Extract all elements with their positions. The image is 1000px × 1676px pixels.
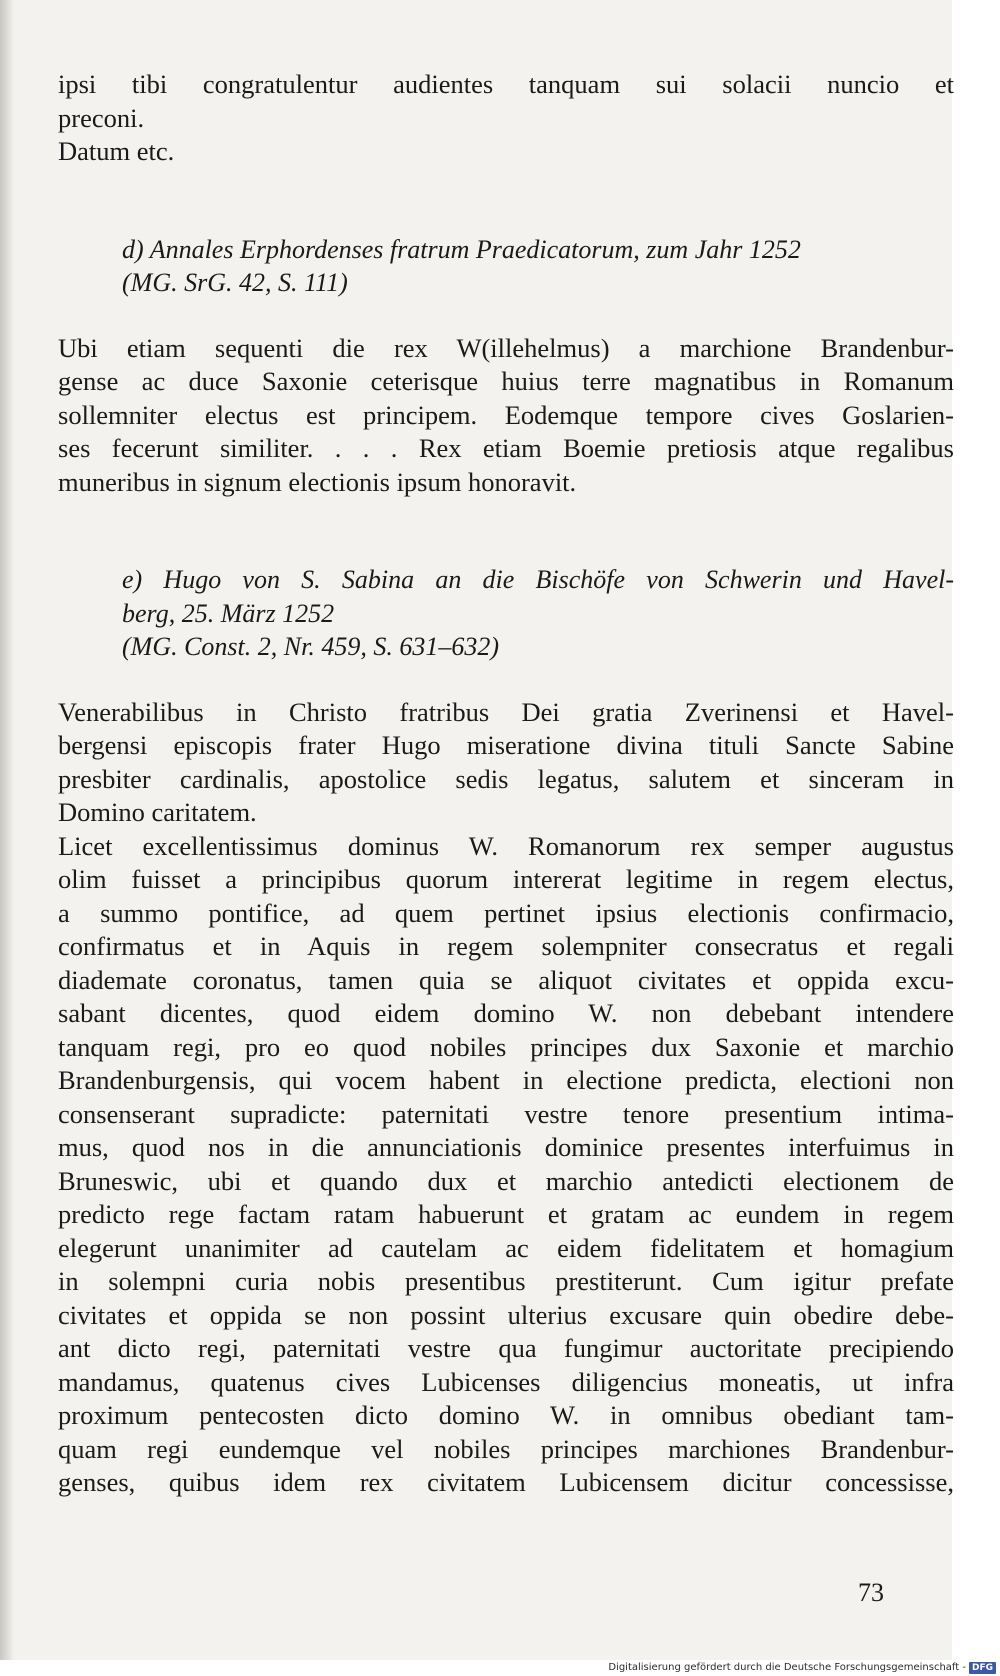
text-line: ant dicto regi, paternitati vestre qua fungimur auctoritate precipiendo: [58, 1333, 954, 1363]
heading-line: d) Annales Erphordenses fratrum Praedicatorum, zum Jahr 1252: [122, 234, 801, 264]
text-line: tanquam regi, pro eo quod nobiles principes dux Saxonie et marchio: [58, 1031, 954, 1062]
page-text: [58, 68, 954, 1500]
text-line: Datum etc.: [58, 136, 175, 166]
text-line: Brandenburgensis, qui vocem habent in electione predicta, electioni non: [58, 1065, 954, 1095]
section-e-heading: [58, 563, 954, 664]
dfg-logo-icon: DFG: [969, 1662, 996, 1674]
text-line: civitates et oppida se non possint ulterius excusare quin obedire debe-: [58, 1299, 954, 1330]
page-number: 73: [858, 1578, 884, 1607]
section-d-body: [58, 332, 954, 500]
digitization-footer: [608, 1660, 996, 1676]
text-line: consenserant supradicte: paternitati vestre tenore presentium intima-: [58, 1098, 954, 1129]
text-line: genses, quibus idem rex civitatem Lubicensem dicitur concessisse,: [58, 1467, 954, 1497]
page-spine-shadow: [0, 0, 14, 1660]
section-d-heading: [58, 233, 954, 300]
heading-line: berg, 25. März 1252: [122, 598, 335, 628]
text-line: predicto rege factam ratam habuerunt et gratam ac eundem in regem: [58, 1199, 954, 1229]
text-line: mus, quod nos in die annunciationis dominice presentes interfuimus in: [58, 1132, 954, 1162]
text-line: sollemniter electus est principem. Eodemque tempore cives Goslarien-: [58, 399, 954, 430]
text-line: confirmatus et in Aquis in regem solempniter consecratus et regali: [58, 931, 954, 961]
text-line: proximum pentecosten dicto domino W. in omnibus obediant tam-: [58, 1400, 954, 1430]
text-line: muneribus in signum electionis ipsum honoravit.: [58, 466, 577, 497]
heading-line: (MG. SrG. 42, S. 111): [122, 268, 348, 297]
text-line: in solempni curia nobis presentibus prestiterunt. Cum igitur prefate: [58, 1266, 954, 1296]
text-line: Bruneswic, ubi et quando dux et marchio antedicti electionem de: [58, 1165, 954, 1196]
text-line: Domino caritatem.: [58, 797, 257, 827]
text-line: presbiter cardinalis, apostolice sedis legatus, salutem et sinceram in: [58, 763, 954, 794]
text-line: mandamus, quatenus cives Lubicenses diligencius moneatis, ut infra: [58, 1366, 954, 1397]
intro-paragraph: [58, 68, 954, 169]
text-line: elegerunt unanimiter ad cautelam ac eidem fidelitatem et homagium: [58, 1232, 954, 1263]
text-line: bergensi episcopis frater Hugo miseratione divina tituli Sancte Sabine: [58, 730, 954, 760]
heading-line: e) Hugo von S. Sabina an die Bischöfe von Schwerin und Havel-: [122, 565, 954, 594]
text-line: quam regi eundemque vel nobiles principes marchiones Brandenbur-: [58, 1433, 954, 1464]
text-line: diademate coronatus, tamen quia se aliquot civitates et oppida excu-: [58, 964, 954, 995]
text-line: a summo pontifice, ad quem pertinet ipsius electionis confirmacio,: [58, 897, 954, 928]
text-line: ipsi tibi congratulentur audientes tanquam sui solacii nuncio et: [58, 69, 954, 99]
text-line: Licet excellentissimus dominus W. Romanorum rex semper augustus: [58, 830, 954, 861]
text-line: sabant dicentes, quod eidem domino W. non debebant intendere: [58, 998, 954, 1028]
text-line: Ubi etiam sequenti die rex W(illehelmus) a marchione Brandenbur-: [58, 332, 954, 363]
text-line: gense ac duce Saxonie ceterisque huius terre magnatibus in Romanum: [58, 366, 954, 396]
text-line: preconi.: [58, 102, 145, 133]
section-e-body: [58, 696, 954, 1500]
text-line: olim fuisset a principibus quorum intererat legitime in regem electus,: [58, 864, 954, 894]
heading-line: (MG. Const. 2, Nr. 459, S. 631–632): [122, 632, 500, 661]
text-line: ses fecerunt similiter. . . . Rex etiam Boemie pretiosis atque regalibus: [58, 433, 954, 463]
text-line: Venerabilibus in Christo fratribus Dei gratia Zverinensi et Havel-: [58, 696, 954, 727]
footer-text: Digitalisierung gefördert durch die Deutsche Forschungsgemeinschaft -: [608, 1662, 966, 1673]
